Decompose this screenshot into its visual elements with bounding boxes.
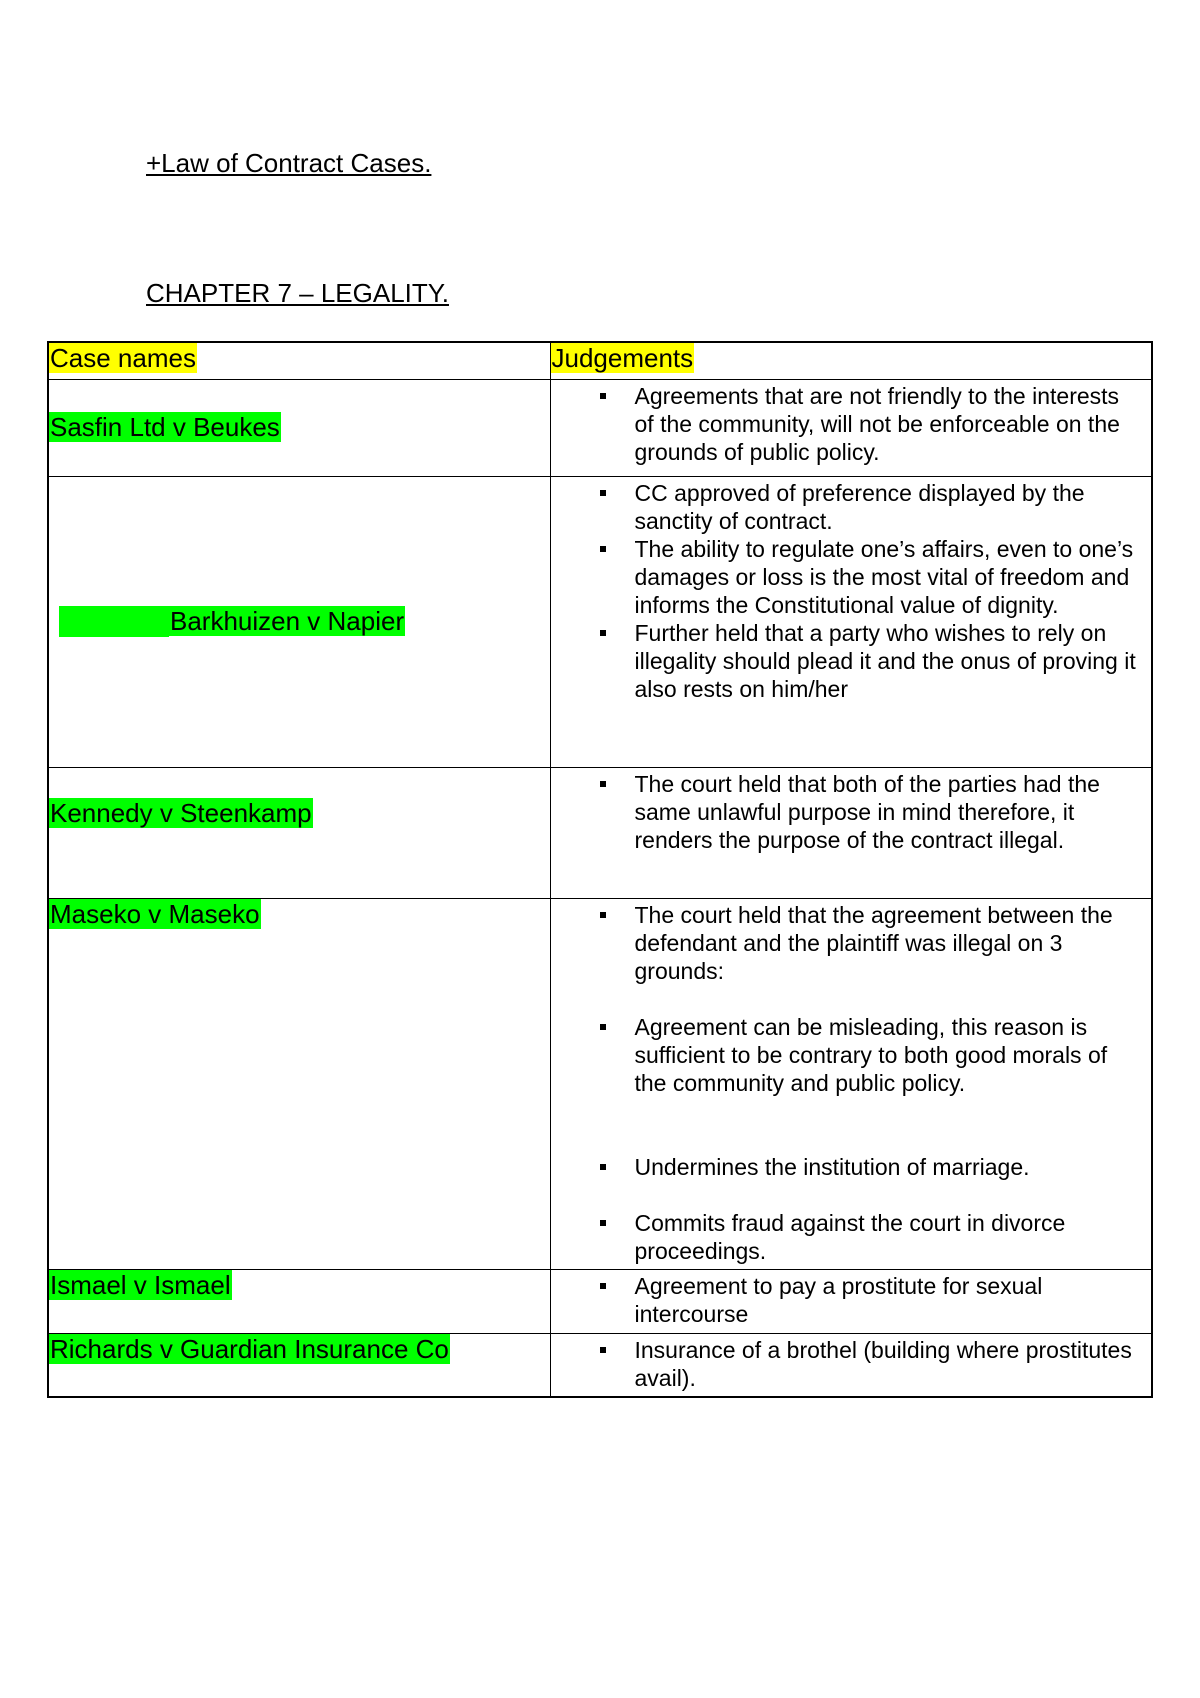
judgement-list (551, 1270, 1152, 1332)
judgement-list (551, 477, 1152, 707)
cases-table (47, 341, 1153, 1398)
case-name: Maseko v Maseko (50, 898, 260, 929)
table-row (48, 898, 1152, 1269)
judgement-list (551, 380, 1152, 470)
case-name: Richards v Guardian Insurance Co (50, 1333, 449, 1364)
judgement-cell (550, 1269, 1152, 1333)
judgement-list (551, 899, 1152, 1269)
case-name: Ismael v Ismael (50, 1269, 231, 1300)
table-header-row (48, 342, 1152, 379)
judgement-cell (550, 767, 1152, 898)
judgement-list (551, 768, 1152, 858)
table-row (48, 767, 1152, 898)
judgement-item: Commits fraud against the court in divorce proceedings. (635, 1209, 1142, 1265)
case-name: Kennedy v Steenkamp (50, 797, 312, 828)
judgement-cell (550, 476, 1152, 767)
document-title: +Law of Contract Cases. (146, 148, 432, 178)
judgement-item: Undermines the institution of marriage. (635, 1153, 1142, 1181)
judgement-item: The court held that the agreement between the defendant and the plaintiff was illegal on 3 grounds: (635, 901, 1142, 985)
header-case-names-label: Case names (50, 343, 196, 373)
chapter-heading: CHAPTER 7 – LEGALITY. (146, 278, 449, 308)
table-row (48, 379, 1152, 476)
case-name-cell (48, 767, 550, 898)
case-name: Sasfin Ltd v Beukes (50, 412, 280, 442)
case-name-cell (48, 898, 550, 1269)
judgement-item: The ability to regulate one’s affairs, even to one’s damages or loss is the most vital of freedom and informs the Constitutional value of dignity. (635, 535, 1142, 619)
judgement-list (551, 1334, 1152, 1396)
judgement-item: The court held that both of the parties had the same unlawful purpose in mind therefore, it renders the purpose of the contract illegal. (635, 770, 1142, 854)
header-judgements (550, 342, 1152, 379)
judgement-item: Further held that a party who wishes to rely on illegality should plead it and the onus of proving it also rests on him/her (635, 619, 1142, 703)
case-name-cell (48, 1333, 550, 1397)
highlight-pad (59, 606, 169, 637)
judgement-item: Agreements that are not friendly to the interests of the community, will not be enforceable on the grounds of public policy. (635, 382, 1142, 466)
table-row (48, 476, 1152, 767)
table-row (48, 1269, 1152, 1333)
header-case-names (48, 342, 550, 379)
judgement-cell (550, 1333, 1152, 1397)
judgement-item: Insurance of a brothel (building where prostitutes avail). (635, 1336, 1142, 1392)
case-name-cell (48, 1269, 550, 1333)
judgement-item: Agreement can be misleading, this reason is sufficient to be contrary to both good morals of the community and public policy. (635, 1013, 1142, 1097)
judgement-cell (550, 379, 1152, 476)
judgement-item: Agreement to pay a prostitute for sexual intercourse (635, 1272, 1142, 1328)
judgement-item: CC approved of preference displayed by the sanctity of contract. (635, 479, 1142, 535)
header-judgements-label: Judgements (551, 343, 694, 373)
judgement-cell (550, 898, 1152, 1269)
table-row (48, 1333, 1152, 1397)
case-name: Barkhuizen v Napier (170, 606, 405, 636)
case-name-cell (48, 379, 550, 476)
case-name-cell (48, 476, 550, 767)
